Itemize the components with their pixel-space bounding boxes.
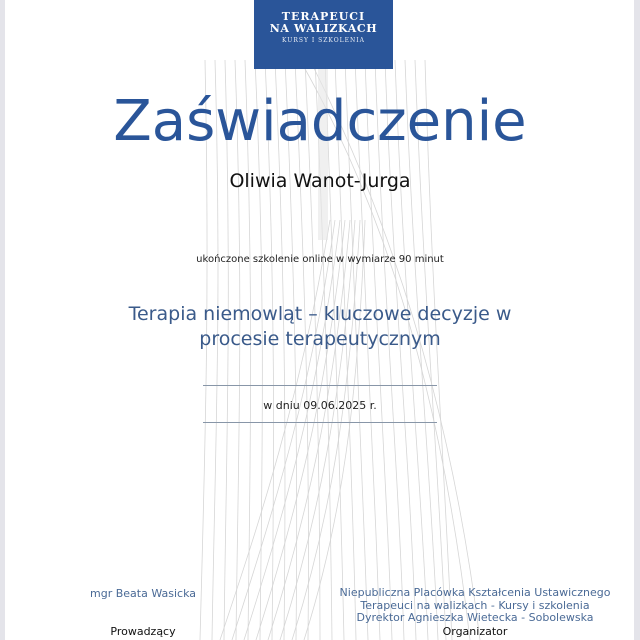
completion-date: w dniu 09.06.2025 r.: [263, 399, 377, 412]
certificate-title: Zaświadczenie: [113, 89, 527, 154]
organizer-line-1: Niepubliczna Placówka Kształcenia Ustawicznego: [339, 586, 611, 599]
organizer-details: [310, 587, 640, 625]
organizer-line-2: Terapeuci na walizkach - Kursy i szkolenia: [360, 598, 590, 612]
logo-line-2: NA WALIZKACH: [269, 22, 378, 35]
organizer-role-label: Organizator: [442, 625, 508, 638]
course-title-line-1: Terapia niemowląt – kluczowe decyzje w: [128, 303, 512, 325]
logo-tagline: KURSY I SZKOLENIA: [282, 37, 365, 44]
organization-logo: [254, 0, 393, 69]
trainer-role-label: Prowadzący: [110, 625, 176, 638]
trainer-name: mgr Beata Wasicka: [90, 587, 196, 600]
completion-statement: ukończone szkolenie online w wymiarze 90 minut: [196, 254, 444, 265]
recipient-name: Oliwia Wanot-Jurga: [229, 170, 411, 192]
logo-line-1: TERAPEUCI: [281, 10, 366, 23]
organizer-line-3: Dyrektor Agnieszka Wietecka - Sobolewska: [356, 611, 594, 624]
divider-bottom: [203, 422, 437, 423]
course-title-line-2: procesie terapeutycznym: [199, 328, 441, 350]
course-title: [0, 302, 640, 352]
divider-top: [203, 385, 437, 386]
